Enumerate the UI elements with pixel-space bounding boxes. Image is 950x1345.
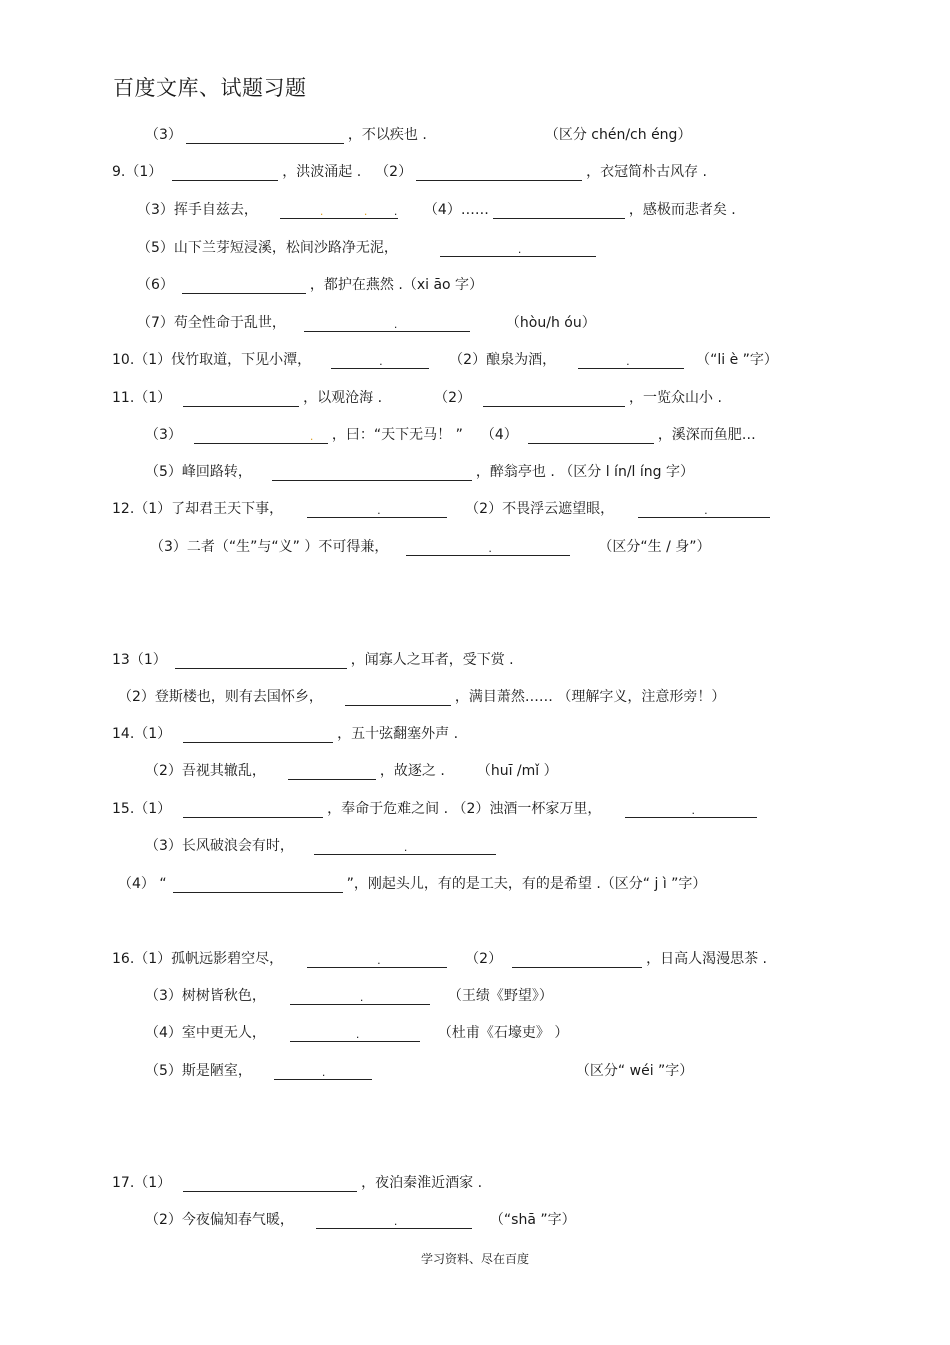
mark-dot: .	[691, 804, 695, 817]
question-text: 12.（1）了却君王天下事，	[112, 501, 284, 517]
question-text: （3）	[145, 427, 182, 443]
question-text: ，以观沧海 .	[303, 390, 383, 406]
answer-blank[interactable]	[183, 390, 299, 407]
question-line	[118, 871, 706, 893]
question-line	[118, 684, 725, 706]
hint-text: （区分“生 / 身”）	[598, 539, 711, 555]
answer-blank[interactable]	[625, 801, 757, 818]
answer-blank[interactable]	[288, 763, 376, 780]
question-text: ，夜泊秦淮近酒家 .	[361, 1175, 483, 1191]
answer-blank[interactable]	[578, 352, 684, 369]
hint-text: （“li è ”字）	[696, 352, 778, 368]
answer-blank[interactable]	[440, 240, 596, 257]
question-line	[112, 496, 774, 518]
answer-blank[interactable]	[183, 726, 333, 743]
question-text: ，衣冠简朴古风存 .	[586, 164, 707, 180]
question-line	[112, 946, 767, 968]
question-text: （3）长风破浪会有时，	[145, 838, 294, 854]
answer-blank[interactable]	[304, 315, 470, 332]
question-line	[145, 122, 691, 144]
question-line	[145, 422, 756, 444]
mark-dot: .	[377, 504, 381, 517]
question-text: （2）酿泉为酒，	[449, 352, 557, 368]
page-header: 百度文库、试题习题	[113, 76, 307, 100]
question-number: 9.（1）	[112, 164, 163, 180]
question-text: ，满目萧然…… （理解字义，注意形旁！）	[454, 689, 726, 705]
mark-dot: .	[309, 430, 314, 443]
question-line	[112, 647, 514, 669]
question-text: ，不以疾也 .	[347, 127, 427, 143]
question-text: （3）挥手自兹去，	[137, 202, 258, 218]
question-text: （4）……	[423, 202, 489, 218]
question-number: 11.（1）	[112, 390, 172, 406]
mark-dot: .	[393, 318, 398, 331]
question-line	[137, 197, 736, 219]
question-text: ，五十弦翻塞外声 .	[337, 726, 459, 742]
question-line	[145, 1020, 568, 1042]
question-text: ，曰：“天下无马！ ”	[331, 427, 463, 443]
mark-dot: .	[488, 542, 492, 555]
question-text: （3）树树皆秋色，	[145, 988, 266, 1004]
question-text: （5）峰回路转，	[145, 464, 252, 480]
question-line	[112, 796, 761, 818]
answer-blank[interactable]	[194, 427, 328, 444]
question-text: （5）斯是陋室，	[145, 1063, 252, 1079]
answer-blank[interactable]	[272, 464, 472, 481]
mark-dot: .	[517, 243, 522, 256]
answer-blank[interactable]	[290, 1025, 420, 1042]
question-text: （2）	[465, 951, 503, 967]
question-line	[112, 721, 458, 743]
mark-dot: .	[359, 991, 364, 1004]
mark-dot: .	[355, 1028, 360, 1041]
question-line	[145, 1207, 576, 1229]
answer-blank[interactable]	[528, 427, 654, 444]
question-text: ，闻寡人之耳者，受下赏 .	[350, 652, 514, 668]
hint-text: （区分 chén/ch éng）	[544, 127, 692, 143]
question-text: （5）山下兰芽短浸溪，松间沙路净无泥，	[137, 240, 398, 256]
answer-blank[interactable]	[483, 390, 625, 407]
question-line	[137, 235, 600, 257]
question-text: （2）今夜偏知春气暖，	[145, 1212, 294, 1228]
hint-text: （王绩《野望》）	[447, 988, 553, 1004]
mark-dot: .	[626, 355, 630, 368]
question-text: ，奉命于危难之间 . （2）浊酒一杯家万里，	[327, 801, 602, 817]
hint-text: （hòu/h óu）	[505, 315, 596, 331]
mark-dot: .	[319, 205, 324, 218]
question-text: （4） “	[118, 876, 167, 892]
answer-blank[interactable]	[290, 988, 430, 1005]
answer-blank[interactable]	[182, 277, 306, 294]
answer-blank[interactable]	[493, 202, 625, 219]
hint-text: （huī /mǐ ）	[476, 763, 558, 779]
question-number: 13（1）	[112, 652, 167, 668]
question-text: （2）不畏浮云遮望眼，	[465, 501, 615, 517]
answer-blank[interactable]	[274, 1063, 372, 1080]
question-text: ，都护在燕然 .（xi āo 字）	[309, 277, 484, 293]
question-line	[112, 1170, 482, 1192]
question-line	[112, 159, 707, 181]
question-text: ，溪深而鱼肥…	[657, 427, 756, 443]
question-text: （2）	[434, 390, 471, 406]
question-line	[137, 310, 596, 332]
question-text: （2）	[375, 164, 413, 180]
question-text: 10.（1）伐竹取道，下见小潭，	[112, 352, 312, 368]
question-text: （2）吾视其辙乱，	[145, 763, 266, 779]
hint-text: （区分“ wéi ”字）	[575, 1063, 694, 1079]
mark-dot: .	[321, 1066, 326, 1079]
question-text: ，洪波涌起 .	[282, 164, 362, 180]
answer-blank[interactable]	[314, 838, 496, 855]
question-text: ，一览众山小 .	[629, 390, 722, 406]
answer-blank[interactable]	[307, 951, 447, 968]
question-text: （3）二者（“生”与“义” ）不可得兼，	[150, 539, 389, 555]
answer-blank[interactable]	[512, 951, 642, 968]
answer-blank[interactable]	[175, 652, 347, 669]
mark-dot: .	[393, 205, 398, 218]
question-text: 16.（1）孤帆远影碧空尽，	[112, 951, 284, 967]
question-line	[145, 758, 558, 780]
question-line	[145, 459, 694, 481]
question-line	[145, 833, 500, 855]
question-text: （2）登斯楼也，则有去国怀乡，	[118, 689, 323, 705]
hint-text: （杜甫《石壕吏》 ）	[437, 1025, 569, 1041]
answer-blank[interactable]	[307, 501, 447, 518]
question-text: （4）室中更无人，	[145, 1025, 266, 1041]
question-text: ”，刚起头儿，有的是工夫，有的是希望 .（区分“ j ì ”字）	[346, 876, 707, 892]
question-text: ，故逐之 .	[379, 763, 445, 779]
question-line	[150, 534, 711, 556]
mark-dot: .	[403, 841, 408, 854]
answer-blank[interactable]	[406, 539, 570, 556]
question-text: （6）	[137, 277, 174, 293]
mark-dot: .	[393, 1215, 398, 1228]
question-text: （3）	[145, 127, 182, 143]
question-line	[137, 272, 483, 294]
answer-blank[interactable]	[173, 876, 343, 893]
question-line	[112, 385, 722, 407]
answer-blank[interactable]	[186, 127, 344, 144]
question-number: 17.（1）	[112, 1175, 172, 1191]
question-text: ，日高人渴漫思茶 .	[646, 951, 767, 967]
question-line	[145, 1058, 693, 1080]
answer-blank[interactable]	[638, 501, 770, 518]
answer-blank[interactable]	[345, 689, 451, 706]
answer-blank[interactable]	[172, 164, 278, 181]
question-text: ，感极而悲者矣 .	[628, 202, 736, 218]
hint-text: （“shā ”字）	[489, 1212, 576, 1228]
question-line	[112, 347, 778, 369]
mark-dot: .	[377, 954, 381, 967]
answer-blank[interactable]	[416, 164, 582, 181]
question-text: （4）	[480, 427, 518, 443]
question-number: 15.（1）	[112, 801, 172, 817]
question-number: 14.（1）	[112, 726, 172, 742]
question-text: （7）苟全性命于乱世，	[137, 315, 286, 331]
answer-blank[interactable]	[316, 1212, 472, 1229]
question-text: ，醉翁亭也 . （区分 l ín/l íng 字）	[475, 464, 694, 480]
mark-dot: .	[704, 504, 708, 517]
answer-blank[interactable]	[280, 202, 398, 219]
mark-dot: .	[379, 355, 383, 368]
answer-blank[interactable]	[183, 801, 323, 818]
page-footer: 学习资料、尽在百度	[420, 1252, 529, 1266]
mark-dot: .	[363, 205, 368, 218]
answer-blank[interactable]	[331, 352, 429, 369]
question-line	[145, 983, 553, 1005]
answer-blank[interactable]	[183, 1175, 357, 1192]
